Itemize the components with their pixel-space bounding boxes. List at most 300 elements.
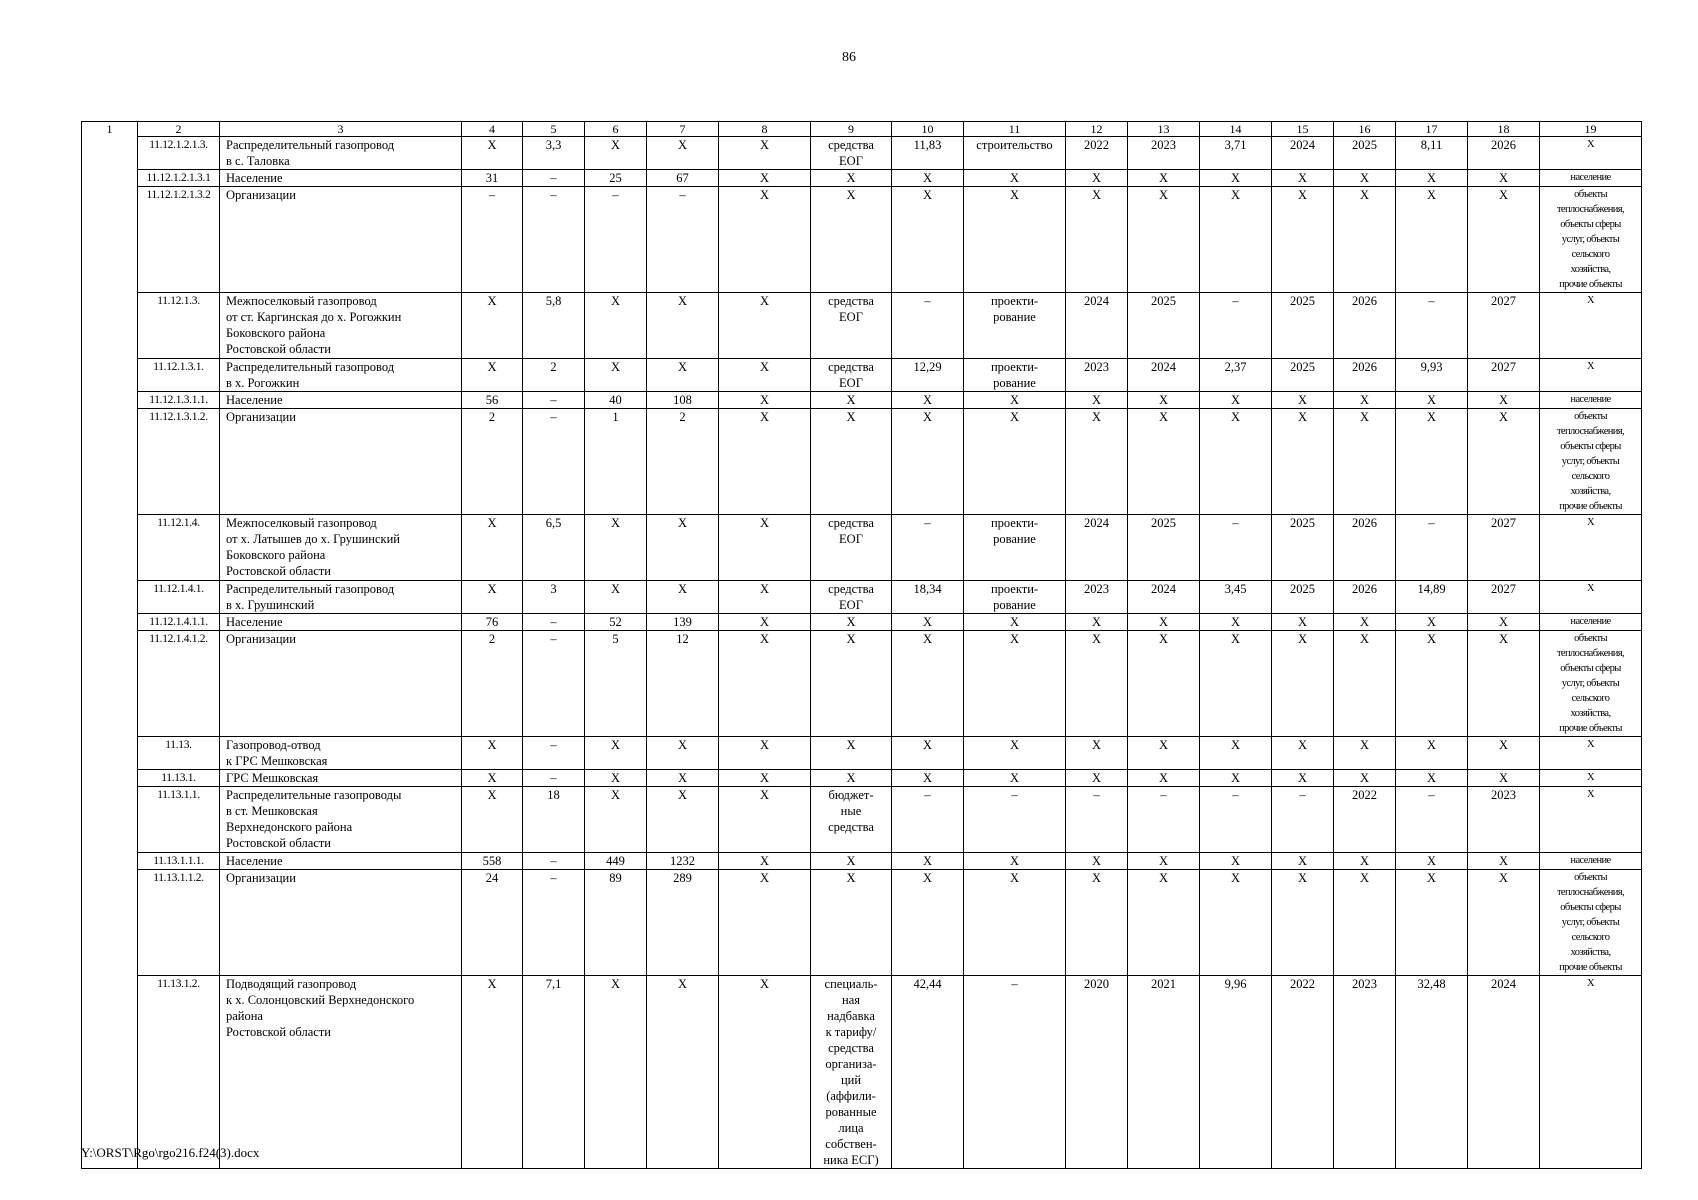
row-name-cell: Межпоселковый газопровод от ст. Каргинская до х. Рогожкин Боковского района Ростовской области — [220, 293, 462, 359]
table-cell: Х — [647, 515, 719, 581]
header-cell: 13 — [1128, 122, 1200, 137]
table-cell: Х — [1540, 359, 1642, 392]
table-cell: 3,71 — [1200, 137, 1272, 170]
table-cell: 2024 — [1066, 515, 1128, 581]
table-cell: Х — [1200, 770, 1272, 787]
table-cell: Х — [1200, 614, 1272, 631]
table-cell: 2022 — [1066, 137, 1128, 170]
table-cell: проекти- рование — [964, 581, 1066, 614]
table-cell: 2026 — [1334, 581, 1396, 614]
table-cell: Х — [719, 581, 811, 614]
table-cell: 32,48 — [1396, 976, 1468, 1169]
table-cell: Х — [1396, 853, 1468, 870]
table-cell: Х — [964, 853, 1066, 870]
table-cell: Х — [1066, 409, 1128, 515]
row-name-cell: Распределительный газопровод в х. Рогожкин — [220, 359, 462, 392]
table-cell: – — [964, 787, 1066, 853]
row-number-cell: 11.13.1.1.1. — [138, 853, 220, 870]
table-cell: Х — [719, 870, 811, 976]
table-cell: Х — [1334, 614, 1396, 631]
table-cell: – — [523, 409, 585, 515]
table-cell: Х — [1128, 631, 1200, 737]
table-cell: Х — [811, 631, 892, 737]
table-cell: Х — [1334, 187, 1396, 293]
table-cell: 2021 — [1128, 976, 1200, 1169]
table-cell: Х — [811, 870, 892, 976]
table-cell: 56 — [462, 392, 523, 409]
table-cell: Х — [1272, 409, 1334, 515]
header-row — [82, 122, 1642, 137]
table-cell: Х — [1200, 392, 1272, 409]
table-cell: 2020 — [1066, 976, 1128, 1169]
table-cell: Х — [647, 976, 719, 1169]
table-cell: 25 — [585, 170, 647, 187]
table-cell: Х — [1468, 170, 1540, 187]
table-cell: – — [892, 515, 964, 581]
table-cell: 42,44 — [892, 976, 964, 1169]
table-cell: Х — [1540, 737, 1642, 770]
row-name-cell: Организации — [220, 870, 462, 976]
table-cell: Х — [964, 187, 1066, 293]
table-cell: 18,34 — [892, 581, 964, 614]
empty-cell — [82, 187, 138, 293]
table-cell: Х — [1334, 770, 1396, 787]
table-row — [82, 976, 1642, 1169]
table-row — [82, 614, 1642, 631]
table-cell: Х — [1468, 187, 1540, 293]
header-cell: 14 — [1200, 122, 1272, 137]
table-row — [82, 170, 1642, 187]
table-cell: Х — [1066, 770, 1128, 787]
table-cell: Х — [811, 409, 892, 515]
table-cell: Х — [1066, 853, 1128, 870]
table-cell: – — [585, 187, 647, 293]
table-cell: Х — [647, 737, 719, 770]
empty-cell — [82, 870, 138, 976]
table-row — [82, 581, 1642, 614]
empty-cell — [82, 853, 138, 870]
table-cell: – — [523, 853, 585, 870]
table-cell: – — [892, 293, 964, 359]
table-cell: 2022 — [1272, 976, 1334, 1169]
table-cell: Х — [892, 392, 964, 409]
table-cell: объекты теплоснабжения, объекты сферы услуг, объекты сельского хозяйства, прочие объекты — [1540, 631, 1642, 737]
table-cell: Х — [647, 137, 719, 170]
table-cell: Х — [1128, 614, 1200, 631]
table-cell: Х — [811, 614, 892, 631]
empty-cell — [82, 770, 138, 787]
table-cell: Х — [1396, 631, 1468, 737]
table-cell: – — [523, 187, 585, 293]
table-cell: Х — [892, 631, 964, 737]
row-name-cell: Население — [220, 392, 462, 409]
table-cell: Х — [1128, 392, 1200, 409]
table-cell: Х — [1396, 770, 1468, 787]
table-cell: население — [1540, 392, 1642, 409]
table-cell: 2025 — [1272, 581, 1334, 614]
table-cell: Х — [585, 787, 647, 853]
table-cell: Х — [1468, 853, 1540, 870]
row-name-cell: Подводящий газопровод к х. Солонцовский Верхнедонского района Ростовской области — [220, 976, 462, 1169]
table-cell: – — [1272, 787, 1334, 853]
table-row — [82, 359, 1642, 392]
empty-cell — [82, 737, 138, 770]
table-cell: население — [1540, 170, 1642, 187]
table-cell: 8,11 — [1396, 137, 1468, 170]
table-cell: 11,83 — [892, 137, 964, 170]
header-cell: 11 — [964, 122, 1066, 137]
table-cell: объекты теплоснабжения, объекты сферы услуг, объекты сельского хозяйства, прочие объекты — [1540, 187, 1642, 293]
row-number-cell: 11.13.1.1. — [138, 787, 220, 853]
header-cell: 2 — [138, 122, 220, 137]
table-cell: Х — [964, 409, 1066, 515]
table-cell: Х — [1540, 787, 1642, 853]
header-cell: 8 — [719, 122, 811, 137]
table-cell: Х — [1200, 187, 1272, 293]
table-cell: 76 — [462, 614, 523, 631]
row-name-cell: Распределительный газопровод в х. Грушинский — [220, 581, 462, 614]
table-cell: Х — [892, 187, 964, 293]
table-cell: – — [1200, 293, 1272, 359]
table-cell: проекти- рование — [964, 515, 1066, 581]
table-cell: Х — [1066, 631, 1128, 737]
table-cell: 1232 — [647, 853, 719, 870]
table-cell: 2027 — [1468, 293, 1540, 359]
row-number-cell: 11.12.1.2.1.3.1 — [138, 170, 220, 187]
table-row — [82, 870, 1642, 976]
header-cell: 6 — [585, 122, 647, 137]
table-cell: Х — [964, 392, 1066, 409]
table-cell: Х — [892, 409, 964, 515]
table-cell: Х — [647, 787, 719, 853]
table-cell: Х — [964, 614, 1066, 631]
table-cell: 2024 — [1066, 293, 1128, 359]
table-cell: проекти- рование — [964, 359, 1066, 392]
table-cell: Х — [964, 770, 1066, 787]
table-cell: Х — [1468, 631, 1540, 737]
row-name-cell: Газопровод-отвод к ГРС Мешковская — [220, 737, 462, 770]
table-cell: 2023 — [1334, 976, 1396, 1169]
data-table — [81, 121, 1642, 1169]
table-cell: 7,1 — [523, 976, 585, 1169]
table-cell: Х — [1396, 187, 1468, 293]
table-cell: Х — [1128, 853, 1200, 870]
table-cell: Х — [1334, 170, 1396, 187]
table-cell: – — [523, 631, 585, 737]
header-cell: 19 — [1540, 122, 1642, 137]
row-number-cell: 11.13.1. — [138, 770, 220, 787]
table-cell: 289 — [647, 870, 719, 976]
table-cell: – — [1396, 515, 1468, 581]
header-cell: 1 — [82, 122, 138, 137]
table-cell: 14,89 — [1396, 581, 1468, 614]
header-cell: 12 — [1066, 122, 1128, 137]
table-row — [82, 409, 1642, 515]
table-cell: 2,37 — [1200, 359, 1272, 392]
header-cell: 10 — [892, 122, 964, 137]
table-cell: – — [1200, 515, 1272, 581]
table-cell: 2025 — [1128, 515, 1200, 581]
table-cell: 12,29 — [892, 359, 964, 392]
table-cell: Х — [719, 409, 811, 515]
file-path-footer: Y:\ORST\Rgo\rgo216.f24(3).docx — [81, 1145, 260, 1160]
table-cell: население — [1540, 614, 1642, 631]
table-cell: 52 — [585, 614, 647, 631]
row-name-cell: Население — [220, 170, 462, 187]
table-cell: 2023 — [1468, 787, 1540, 853]
table-cell: Х — [1066, 737, 1128, 770]
table-cell: – — [1396, 293, 1468, 359]
table-cell: 2027 — [1468, 515, 1540, 581]
row-number-cell: 11.12.1.4.1.2. — [138, 631, 220, 737]
table-cell: 2024 — [1128, 359, 1200, 392]
table-row — [82, 137, 1642, 170]
table-cell: – — [523, 737, 585, 770]
table-cell: Х — [1468, 870, 1540, 976]
table-cell: 2025 — [1272, 515, 1334, 581]
empty-cell — [82, 614, 138, 631]
empty-cell — [82, 137, 138, 170]
table-cell: Х — [1540, 976, 1642, 1169]
table-cell: средства ЕОГ — [811, 581, 892, 614]
table-row — [82, 787, 1642, 853]
table-cell: Х — [585, 137, 647, 170]
empty-cell — [82, 515, 138, 581]
row-number-cell: 11.13.1.2. — [138, 976, 220, 1169]
table-cell: Х — [1272, 870, 1334, 976]
table-row — [82, 187, 1642, 293]
table-cell: 2 — [523, 359, 585, 392]
table-cell: средства ЕОГ — [811, 293, 892, 359]
header-cell: 3 — [220, 122, 462, 137]
table-cell: 18 — [523, 787, 585, 853]
table-cell: Х — [585, 359, 647, 392]
table-cell: – — [1066, 787, 1128, 853]
table-cell: Х — [1066, 187, 1128, 293]
row-number-cell: 11.12.1.2.1.3. — [138, 137, 220, 170]
row-number-cell: 11.12.1.4.1. — [138, 581, 220, 614]
table-cell: 2026 — [1468, 137, 1540, 170]
table-cell: Х — [462, 787, 523, 853]
table-cell: Х — [647, 359, 719, 392]
table-cell: средства ЕОГ — [811, 515, 892, 581]
row-number-cell: 11.12.1.4.1.1. — [138, 614, 220, 631]
table-cell: Х — [647, 770, 719, 787]
table-cell: Х — [1272, 853, 1334, 870]
table-cell: Х — [585, 581, 647, 614]
table-cell: 2025 — [1334, 137, 1396, 170]
row-number-cell: 11.12.1.3.1.2. — [138, 409, 220, 515]
table-cell: Х — [1200, 170, 1272, 187]
table-row — [82, 631, 1642, 737]
table-cell: – — [1200, 787, 1272, 853]
table-cell: Х — [1200, 737, 1272, 770]
empty-cell — [82, 392, 138, 409]
table-cell: 89 — [585, 870, 647, 976]
table-cell: Х — [1396, 170, 1468, 187]
row-name-cell: Организации — [220, 409, 462, 515]
table-cell: 2024 — [1128, 581, 1200, 614]
table-cell: Х — [1334, 737, 1396, 770]
table-cell: 2022 — [1334, 787, 1396, 853]
row-number-cell: 11.12.1.3. — [138, 293, 220, 359]
table-cell: Х — [1396, 392, 1468, 409]
table-cell: 2 — [462, 631, 523, 737]
table-cell: 5 — [585, 631, 647, 737]
row-number-cell: 11.12.1.3.1. — [138, 359, 220, 392]
table-cell: 31 — [462, 170, 523, 187]
table-cell: Х — [1272, 631, 1334, 737]
table-cell: Х — [1540, 581, 1642, 614]
table-cell: Х — [1540, 770, 1642, 787]
table-cell: Х — [585, 293, 647, 359]
table-row — [82, 515, 1642, 581]
table-cell: 67 — [647, 170, 719, 187]
table-cell: Х — [647, 293, 719, 359]
table-cell: Х — [1540, 293, 1642, 359]
table-cell: 2025 — [1272, 359, 1334, 392]
table-cell: Х — [892, 770, 964, 787]
table-cell: объекты теплоснабжения, объекты сферы услуг, объекты сельского хозяйства, прочие объекты — [1540, 409, 1642, 515]
table-cell: Х — [719, 614, 811, 631]
table-cell: 2027 — [1468, 581, 1540, 614]
row-number-cell: 11.12.1.2.1.3.2 — [138, 187, 220, 293]
table-cell: 3,45 — [1200, 581, 1272, 614]
table-cell: 24 — [462, 870, 523, 976]
table-cell: 449 — [585, 853, 647, 870]
table-cell: 9,93 — [1396, 359, 1468, 392]
row-number-cell: 11.13.1.1.2. — [138, 870, 220, 976]
header-cell: 15 — [1272, 122, 1334, 137]
table-cell: Х — [719, 787, 811, 853]
table-row — [82, 293, 1642, 359]
table-cell: 2025 — [1272, 293, 1334, 359]
page-number: 86 — [842, 50, 856, 65]
table-cell: Х — [1396, 614, 1468, 631]
table-cell: Х — [892, 170, 964, 187]
header-cell: 17 — [1396, 122, 1468, 137]
table-cell: 2026 — [1334, 359, 1396, 392]
table-cell: 40 — [585, 392, 647, 409]
table-cell: Х — [1066, 614, 1128, 631]
empty-cell — [82, 293, 138, 359]
row-number-cell: 11.13. — [138, 737, 220, 770]
table-cell: Х — [1200, 631, 1272, 737]
table-cell: Х — [1468, 737, 1540, 770]
table-cell: Х — [585, 737, 647, 770]
table-cell: Х — [1334, 870, 1396, 976]
empty-cell — [82, 976, 138, 1169]
table-cell: – — [523, 170, 585, 187]
table-cell: – — [523, 870, 585, 976]
table-cell: Х — [1396, 409, 1468, 515]
table-cell: 5,8 — [523, 293, 585, 359]
table-cell: Х — [719, 392, 811, 409]
table-cell: специаль- ная надбавка к тарифу/ средства организа- ций (аффили- рованные лица собствен- ника ЕСГ) — [811, 976, 892, 1169]
table-cell: Х — [1334, 392, 1396, 409]
table-cell: Х — [1396, 737, 1468, 770]
empty-cell — [82, 631, 138, 737]
table-cell: население — [1540, 853, 1642, 870]
table-cell: Х — [719, 853, 811, 870]
table-cell: Х — [462, 293, 523, 359]
table-cell: Х — [964, 631, 1066, 737]
header-cell: 4 — [462, 122, 523, 137]
table-cell: средства ЕОГ — [811, 359, 892, 392]
table-cell: – — [1128, 787, 1200, 853]
table-cell: – — [892, 787, 964, 853]
table-cell: Х — [1128, 770, 1200, 787]
table-cell: Х — [1334, 409, 1396, 515]
row-number-cell: 11.12.1.4. — [138, 515, 220, 581]
header-cell: 9 — [811, 122, 892, 137]
table-cell: Х — [892, 614, 964, 631]
table-cell: строительство — [964, 137, 1066, 170]
table-cell: Х — [462, 737, 523, 770]
row-name-cell: ГРС Мешковская — [220, 770, 462, 787]
table-cell: 2024 — [1272, 137, 1334, 170]
table-row — [82, 392, 1642, 409]
table-cell: Х — [964, 170, 1066, 187]
table-cell: Х — [462, 770, 523, 787]
table-cell: Х — [1128, 187, 1200, 293]
table-cell: 2 — [462, 409, 523, 515]
table-cell: Х — [964, 737, 1066, 770]
table-cell: 139 — [647, 614, 719, 631]
table-cell: Х — [462, 137, 523, 170]
table-cell: – — [523, 614, 585, 631]
table-cell: 3 — [523, 581, 585, 614]
table-cell: 2026 — [1334, 515, 1396, 581]
table-cell: Х — [462, 976, 523, 1169]
table-cell: 2025 — [1128, 293, 1200, 359]
empty-cell — [82, 359, 138, 392]
table-cell: Х — [719, 137, 811, 170]
table-cell: Х — [1272, 737, 1334, 770]
row-name-cell: Межпоселковый газопровод от х. Латышев до х. Грушинский Боковского района Ростовской области — [220, 515, 462, 581]
table-cell: 9,96 — [1200, 976, 1272, 1169]
table-cell: Х — [1272, 187, 1334, 293]
table-cell: 12 — [647, 631, 719, 737]
table-cell: 2 — [647, 409, 719, 515]
empty-cell — [82, 409, 138, 515]
table-cell: – — [523, 392, 585, 409]
row-number-cell: 11.12.1.3.1.1. — [138, 392, 220, 409]
table-cell: Х — [892, 870, 964, 976]
table-cell: Х — [1540, 137, 1642, 170]
empty-cell — [82, 787, 138, 853]
table-cell: Х — [811, 170, 892, 187]
row-name-cell: Организации — [220, 187, 462, 293]
empty-cell — [82, 581, 138, 614]
table-cell: 2023 — [1066, 581, 1128, 614]
table-cell: Х — [719, 187, 811, 293]
table-cell: 6,5 — [523, 515, 585, 581]
table-cell: 558 — [462, 853, 523, 870]
table-cell: средства ЕОГ — [811, 137, 892, 170]
table-cell: Х — [1272, 770, 1334, 787]
header-cell: 18 — [1468, 122, 1540, 137]
table-cell: Х — [585, 770, 647, 787]
table-row — [82, 853, 1642, 870]
table-cell: Х — [1066, 392, 1128, 409]
table-cell: Х — [1272, 392, 1334, 409]
row-name-cell: Распределительный газопровод в с. Таловка — [220, 137, 462, 170]
table-cell: Х — [1200, 409, 1272, 515]
row-name-cell: Население — [220, 614, 462, 631]
table-row — [82, 737, 1642, 770]
table-cell: 2023 — [1128, 137, 1200, 170]
